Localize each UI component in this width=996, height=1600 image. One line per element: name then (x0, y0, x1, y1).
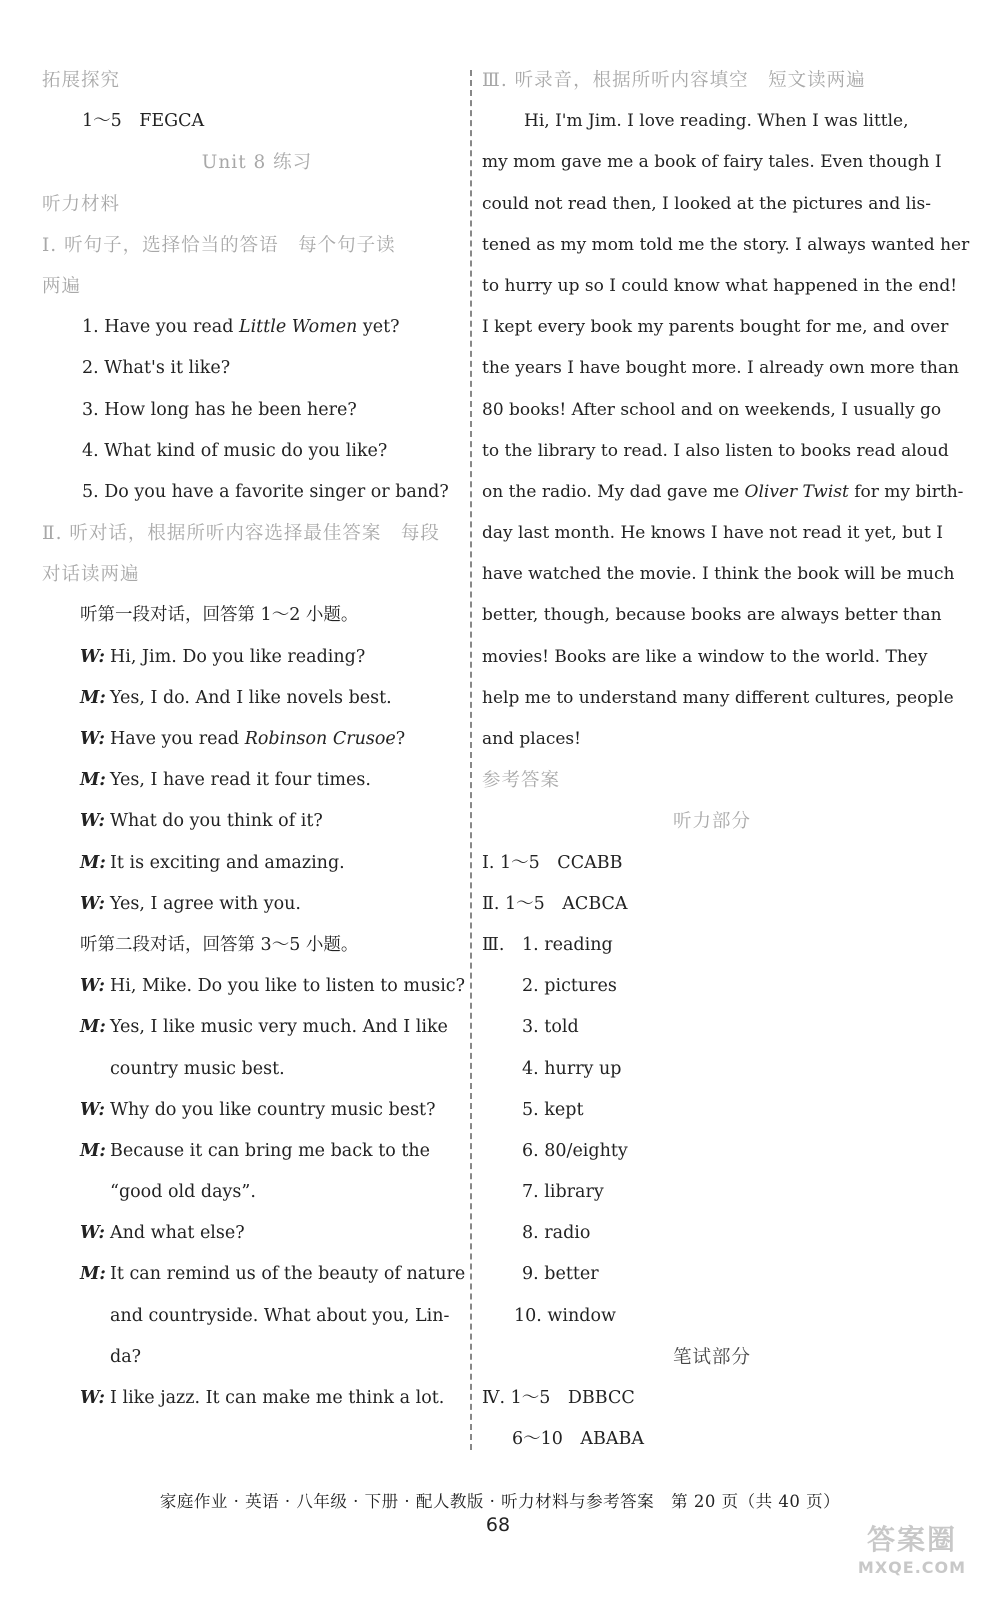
answer-row: Ⅳ. 1～5 DBBCC (482, 1388, 635, 1408)
passage-line: 80 books! After school and on weekends, I usually go (482, 399, 942, 420)
passage-line: my mom gave me a book of fairy tales. Even though I (482, 152, 942, 173)
answer-row: 4. hurry up (522, 1058, 622, 1079)
extend-answer: 1～5 FEGCA (82, 111, 205, 132)
passage-line: I kept every book my parents bought for me, and over (482, 317, 949, 338)
passage-line: help me to understand many different cultures, people (482, 687, 954, 708)
left-column (42, 60, 472, 1419)
answer-row: 7. library (522, 1182, 604, 1203)
dialog-line: M: Yes, I like music very much. And I like (80, 1017, 448, 1038)
sentence-item: 4. What kind of music do you like? (82, 440, 388, 461)
section1-heading: Ⅰ. 听句子，选择恰当的答语 每个句子读 (42, 234, 396, 256)
answers-heading: 参考答案 (482, 770, 561, 792)
watermark-url: MXQE.COM (857, 1558, 967, 1577)
answer-row: 2. pictures (522, 976, 617, 997)
answer-row: 10. window (514, 1305, 616, 1326)
passage-line: on the radio. My dad gave me Oliver Twist for my birth- (482, 481, 964, 502)
written-part-heading: 笔试部分 (672, 1346, 751, 1368)
dialog-line: W: Hi, Jim. Do you like reading? (80, 646, 366, 667)
answer-row: 3. told (522, 1017, 579, 1038)
passage-line: Hi, I'm Jim. I love reading. When I was little, (524, 111, 909, 132)
passage-line: day last month. He knows I have not read it yet, but I (482, 523, 943, 544)
dialog-line: M: It is exciting and amazing. (80, 852, 345, 873)
listening-part-heading: 听力部分 (672, 811, 751, 833)
answer-row: 9. better (522, 1264, 599, 1285)
dialog-line: W: Hi, Mike. Do you like to listen to music? (80, 976, 465, 997)
passage-line: the years I have bought more. I already own more than (482, 358, 959, 379)
section3-heading: Ⅲ. 听录音，根据所听内容填空 短文读两遍 (482, 70, 866, 91)
dialog-line: W: And what else? (80, 1223, 245, 1244)
dialog-line: M: Yes, I do. And I like novels best. (80, 687, 392, 708)
answer-row: 5. kept (522, 1099, 584, 1120)
dialog-line: M: It can remind us of the beauty of nature (80, 1264, 466, 1285)
section2-heading-cont: 对话读两遍 (42, 564, 140, 586)
passage-line: to hurry up so I could know what happened in the end! (482, 275, 958, 296)
section2-heading: Ⅱ. 听对话，根据所听内容选择最佳答案 每段 (42, 523, 440, 545)
dialog-line-cont: and countryside. What about you, Lin- (110, 1305, 450, 1326)
answer-row: Ⅰ. 1～5 CCABB (482, 852, 623, 873)
dialog-line: M: Yes, I have read it four times. (80, 770, 371, 791)
passage-line: tened as my mom told me the story. I always wanted her (482, 234, 970, 255)
passage-line: to the library to read. I also listen to books read aloud (482, 440, 949, 461)
sentence-item: 1. Have you read Little Women yet? (82, 317, 400, 338)
sentence-item: 2. What's it like? (82, 358, 231, 379)
dialog-line-cont: country music best. (110, 1058, 285, 1079)
listening-heading: 听力材料 (42, 193, 121, 215)
dialog-line: W: I like jazz. It can make me think a lot. (80, 1388, 445, 1408)
watermark-text: 答案圈 (866, 1523, 957, 1556)
extend-heading: 拓展探究 (42, 70, 121, 91)
answer-row: Ⅱ. 1～5 ACBCA (482, 893, 628, 914)
dialog-line: W: Yes, I agree with you. (80, 893, 301, 914)
section1-heading-cont: 两遍 (42, 275, 82, 297)
passage-line: have watched the movie. I think the book will be much (482, 564, 955, 585)
dialog-line: M: Because it can bring me back to the (80, 1140, 430, 1161)
sentence-item: 5. Do you have a favorite singer or band? (82, 481, 449, 502)
passage-line: and places! (482, 729, 581, 749)
dialog-line: W: What do you think of it? (80, 811, 323, 832)
dialog1-intro: 听第一段对话，回答第 1～2 小题。 (80, 605, 359, 626)
page-number: 68 (485, 1514, 511, 1536)
dialog-line: W: Have you read Robinson Crusoe? (80, 729, 406, 749)
sentence-item: 3. How long has he been here? (82, 399, 357, 420)
page-footer: 家庭作业 · 英语 · 八年级 · 下册 · 配人教版 · 听力材料与参考答案 第 20 页（共 40 页） (159, 1492, 841, 1511)
right-column (482, 60, 970, 1460)
passage-line: movies! Books are like a window to the world. They (482, 646, 928, 667)
passage-line: could not read then, I looked at the pictures and lis- (482, 193, 931, 214)
answer-row: 8. radio (522, 1223, 591, 1244)
dialog2-intro: 听第二段对话，回答第 3～5 小题。 (80, 934, 359, 955)
unit-title: Unit 8 练习 (201, 152, 313, 174)
dialog-line-cont: da? (110, 1346, 142, 1367)
passage-line: better, though, because books are always better than (482, 605, 942, 626)
answer-row: Ⅲ. 1. reading (482, 934, 613, 955)
watermark-logo (842, 1518, 982, 1588)
dialog-line-cont: “good old days”. (110, 1182, 256, 1203)
answer-row: 6～10 ABABA (512, 1429, 645, 1450)
answer-row: 6. 80/eighty (522, 1140, 628, 1161)
dialog-line: W: Why do you like country music best? (80, 1099, 436, 1120)
